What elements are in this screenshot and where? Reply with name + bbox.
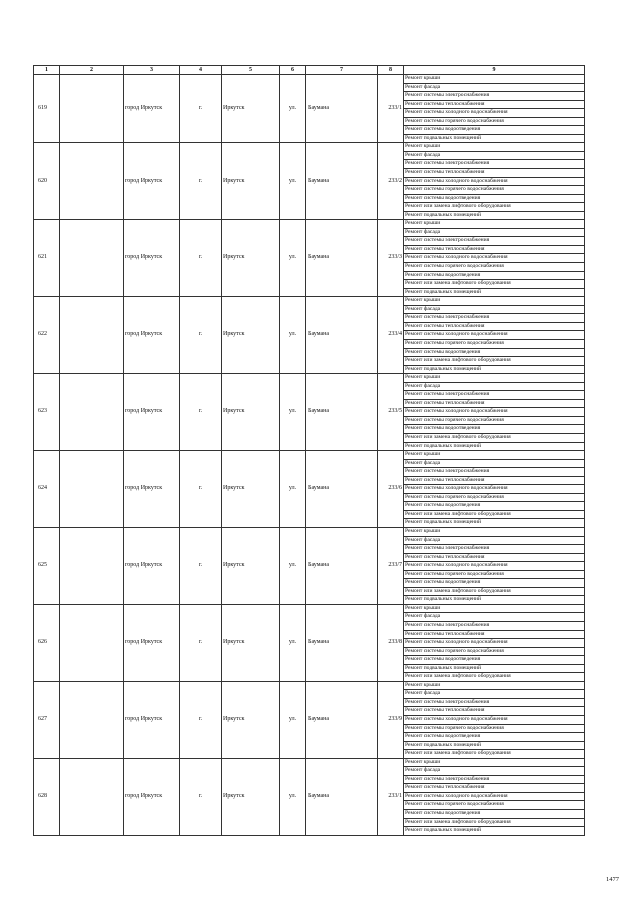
- work-item: Ремонт системы холодного водоснабжения: [404, 331, 585, 340]
- work-item: Ремонт или замена лифтового оборудования: [404, 818, 585, 827]
- row-number: 624: [34, 451, 60, 528]
- settlement-empty: [60, 758, 124, 835]
- col-header-6: 6: [280, 66, 306, 75]
- settlement-name: город Иркутск: [124, 297, 180, 374]
- work-item: Ремонт системы водоотведения: [404, 348, 585, 357]
- work-item: Ремонт системы горячего водоснабжения: [404, 801, 585, 810]
- work-item: Ремонт крыши: [404, 451, 585, 460]
- row-number: 621: [34, 220, 60, 297]
- work-item: Ремонт системы электроснабжения: [404, 698, 585, 707]
- work-item: Ремонт системы горячего водоснабжения: [404, 186, 585, 195]
- col-header-5: 5: [222, 66, 280, 75]
- work-item: Ремонт подвальных помещений: [404, 365, 585, 374]
- work-item: Ремонт системы водоотведения: [404, 194, 585, 203]
- settlement-name: город Иркутск: [124, 75, 180, 143]
- work-item: Ремонт фасада: [404, 690, 585, 699]
- work-item: Ремонт системы теплоснабжения: [404, 322, 585, 331]
- work-item: Ремонт крыши: [404, 374, 585, 383]
- house-number: 233/1: [378, 758, 404, 835]
- work-item: Ремонт фасада: [404, 536, 585, 545]
- header-row: [34, 66, 585, 75]
- settlement-empty: [60, 451, 124, 528]
- work-item: Ремонт системы электроснабжения: [404, 160, 585, 169]
- street-name: Баумана: [306, 75, 378, 143]
- work-item: Ремонт крыши: [404, 681, 585, 690]
- street-type: ул.: [280, 75, 306, 143]
- work-item: Ремонт крыши: [404, 75, 585, 84]
- row-number: 619: [34, 75, 60, 143]
- city-type: г.: [180, 527, 222, 604]
- settlement-name: город Иркутск: [124, 451, 180, 528]
- table-row: [34, 75, 585, 84]
- work-item: Ремонт или замена лифтового оборудования: [404, 357, 585, 366]
- col-header-1: 1: [34, 66, 60, 75]
- work-item: Ремонт системы теплоснабжения: [404, 707, 585, 716]
- work-item: Ремонт системы электроснабжения: [404, 775, 585, 784]
- city-name: Иркутск: [222, 451, 280, 528]
- city-name: Иркутск: [222, 681, 280, 758]
- col-header-3: 3: [124, 66, 180, 75]
- col-header-4: 4: [180, 66, 222, 75]
- city-name: Иркутск: [222, 604, 280, 681]
- settlement-empty: [60, 681, 124, 758]
- work-item: Ремонт подвальных помещений: [404, 596, 585, 605]
- work-item: Ремонт подвальных помещений: [404, 741, 585, 750]
- work-item: Ремонт системы теплоснабжения: [404, 245, 585, 254]
- street-type: ул.: [280, 758, 306, 835]
- work-item: Ремонт подвальных помещений: [404, 519, 585, 528]
- table-row: [34, 374, 585, 383]
- city-type: г.: [180, 75, 222, 143]
- work-item: Ремонт системы холодного водоснабжения: [404, 109, 585, 118]
- row-number: 623: [34, 374, 60, 451]
- street-type: ул.: [280, 220, 306, 297]
- work-item: Ремонт или замена лифтового оборудования: [404, 673, 585, 682]
- work-item: Ремонт подвальных помещений: [404, 442, 585, 451]
- work-item: Ремонт фасада: [404, 382, 585, 391]
- city-type: г.: [180, 681, 222, 758]
- work-item: Ремонт системы электроснабжения: [404, 391, 585, 400]
- work-item: Ремонт или замена лифтового оборудования: [404, 587, 585, 596]
- work-item: Ремонт системы горячего водоснабжения: [404, 647, 585, 656]
- city-name: Иркутск: [222, 527, 280, 604]
- house-number: 233/1: [378, 75, 404, 143]
- work-item: Ремонт крыши: [404, 758, 585, 767]
- city-name: Иркутск: [222, 220, 280, 297]
- settlement-name: город Иркутск: [124, 681, 180, 758]
- work-item: Ремонт системы водоотведения: [404, 579, 585, 588]
- work-item: Ремонт системы горячего водоснабжения: [404, 117, 585, 126]
- city-name: Иркутск: [222, 75, 280, 143]
- work-item: Ремонт системы горячего водоснабжения: [404, 724, 585, 733]
- table-row: [34, 451, 585, 460]
- row-number: 626: [34, 604, 60, 681]
- table-row: [34, 758, 585, 767]
- work-item: Ремонт системы холодного водоснабжения: [404, 485, 585, 494]
- work-item: Ремонт подвальных помещений: [404, 288, 585, 297]
- street-name: Баумана: [306, 604, 378, 681]
- settlement-empty: [60, 604, 124, 681]
- work-item: Ремонт системы холодного водоснабжения: [404, 408, 585, 417]
- work-item: Ремонт крыши: [404, 297, 585, 306]
- row-number: 620: [34, 143, 60, 220]
- city-name: Иркутск: [222, 374, 280, 451]
- work-item: Ремонт крыши: [404, 220, 585, 229]
- row-number: 622: [34, 297, 60, 374]
- city-type: г.: [180, 758, 222, 835]
- street-name: Баумана: [306, 681, 378, 758]
- work-item: Ремонт системы водоотведения: [404, 733, 585, 742]
- work-item: Ремонт или замена лифтового оборудования: [404, 750, 585, 759]
- settlement-empty: [60, 374, 124, 451]
- city-name: Иркутск: [222, 758, 280, 835]
- work-item: Ремонт системы водоотведения: [404, 126, 585, 135]
- work-item: Ремонт подвальных помещений: [404, 211, 585, 220]
- street-name: Баумана: [306, 527, 378, 604]
- house-number: 233/9: [378, 681, 404, 758]
- house-number: 233/3: [378, 220, 404, 297]
- street-name: Баумана: [306, 758, 378, 835]
- city-type: г.: [180, 374, 222, 451]
- street-name: Баумана: [306, 220, 378, 297]
- settlement-name: город Иркутск: [124, 143, 180, 220]
- table-row: [34, 527, 585, 536]
- work-item: Ремонт фасада: [404, 459, 585, 468]
- settlement-empty: [60, 527, 124, 604]
- house-number: 233/4: [378, 297, 404, 374]
- city-type: г.: [180, 604, 222, 681]
- city-type: г.: [180, 297, 222, 374]
- table-row: [34, 681, 585, 690]
- street-name: Баумана: [306, 374, 378, 451]
- work-item: Ремонт системы электроснабжения: [404, 468, 585, 477]
- work-item: Ремонт системы горячего водоснабжения: [404, 263, 585, 272]
- work-item: Ремонт системы холодного водоснабжения: [404, 562, 585, 571]
- street-name: Баумана: [306, 143, 378, 220]
- street-name: Баумана: [306, 297, 378, 374]
- work-item: Ремонт системы электроснабжения: [404, 237, 585, 246]
- street-type: ул.: [280, 297, 306, 374]
- work-item: Ремонт подвальных помещений: [404, 827, 585, 836]
- work-item: Ремонт системы холодного водоснабжения: [404, 177, 585, 186]
- street-type: ул.: [280, 451, 306, 528]
- work-item: Ремонт системы теплоснабжения: [404, 169, 585, 178]
- settlement-empty: [60, 220, 124, 297]
- work-item: Ремонт подвальных помещений: [404, 664, 585, 673]
- street-name: Баумана: [306, 451, 378, 528]
- work-item: Ремонт фасада: [404, 151, 585, 160]
- col-header-8: 8: [378, 66, 404, 75]
- house-number: 233/8: [378, 604, 404, 681]
- street-type: ул.: [280, 527, 306, 604]
- street-type: ул.: [280, 681, 306, 758]
- street-type: ул.: [280, 374, 306, 451]
- work-item: Ремонт фасада: [404, 613, 585, 622]
- settlement-name: город Иркутск: [124, 374, 180, 451]
- house-number: 233/5: [378, 374, 404, 451]
- work-item: Ремонт системы теплоснабжения: [404, 630, 585, 639]
- work-item: Ремонт системы теплоснабжения: [404, 399, 585, 408]
- work-item: Ремонт фасада: [404, 83, 585, 92]
- row-number: 628: [34, 758, 60, 835]
- col-header-7: 7: [306, 66, 378, 75]
- city-type: г.: [180, 220, 222, 297]
- work-item: Ремонт системы теплоснабжения: [404, 784, 585, 793]
- work-item: Ремонт системы холодного водоснабжения: [404, 716, 585, 725]
- work-item: Ремонт системы электроснабжения: [404, 622, 585, 631]
- work-item: Ремонт фасада: [404, 305, 585, 314]
- work-item: Ремонт подвальных помещений: [404, 134, 585, 143]
- street-type: ул.: [280, 143, 306, 220]
- settlement-name: город Иркутск: [124, 527, 180, 604]
- settlement-name: город Иркутск: [124, 758, 180, 835]
- work-item: Ремонт системы водоотведения: [404, 810, 585, 819]
- work-item: Ремонт системы водоотведения: [404, 502, 585, 511]
- col-header-2: 2: [60, 66, 124, 75]
- work-item: Ремонт системы холодного водоснабжения: [404, 254, 585, 263]
- table-row: [34, 604, 585, 613]
- work-item: Ремонт системы водоотведения: [404, 425, 585, 434]
- table-row: [34, 297, 585, 306]
- settlement-empty: [60, 143, 124, 220]
- work-item: Ремонт крыши: [404, 527, 585, 536]
- work-item: Ремонт фасада: [404, 767, 585, 776]
- street-type: ул.: [280, 604, 306, 681]
- house-number: 233/2: [378, 143, 404, 220]
- work-item: Ремонт или замена лифтового оборудования: [404, 510, 585, 519]
- work-item: Ремонт системы теплоснабжения: [404, 553, 585, 562]
- table-row: [34, 143, 585, 152]
- work-item: Ремонт крыши: [404, 604, 585, 613]
- work-item: Ремонт или замена лифтового оборудования: [404, 433, 585, 442]
- col-header-9: 9: [404, 66, 585, 75]
- work-item: Ремонт системы горячего водоснабжения: [404, 416, 585, 425]
- housing-repair-table: [33, 65, 585, 836]
- work-item: Ремонт системы теплоснабжения: [404, 100, 585, 109]
- city-type: г.: [180, 451, 222, 528]
- work-item: Ремонт или замена лифтового оборудования: [404, 280, 585, 289]
- work-item: Ремонт системы электроснабжения: [404, 92, 585, 101]
- settlement-name: город Иркутск: [124, 220, 180, 297]
- work-item: Ремонт или замена лифтового оборудования: [404, 203, 585, 212]
- work-item: Ремонт фасада: [404, 228, 585, 237]
- settlement-empty: [60, 297, 124, 374]
- settlement-empty: [60, 75, 124, 143]
- work-item: Ремонт системы электроснабжения: [404, 545, 585, 554]
- work-item: Ремонт системы теплоснабжения: [404, 476, 585, 485]
- work-item: Ремонт системы горячего водоснабжения: [404, 339, 585, 348]
- table-row: [34, 220, 585, 229]
- house-number: 233/7: [378, 527, 404, 604]
- work-item: Ремонт системы горячего водоснабжения: [404, 493, 585, 502]
- work-item: Ремонт крыши: [404, 143, 585, 152]
- work-item: Ремонт системы водоотведения: [404, 271, 585, 280]
- house-number: 233/6: [378, 451, 404, 528]
- row-number: 625: [34, 527, 60, 604]
- work-item: Ремонт системы холодного водоснабжения: [404, 792, 585, 801]
- work-item: Ремонт системы горячего водоснабжения: [404, 570, 585, 579]
- city-name: Иркутск: [222, 143, 280, 220]
- row-number: 627: [34, 681, 60, 758]
- page-number: 1477: [606, 876, 619, 883]
- city-type: г.: [180, 143, 222, 220]
- settlement-name: город Иркутск: [124, 604, 180, 681]
- work-item: Ремонт системы холодного водоснабжения: [404, 639, 585, 648]
- table-body: [34, 75, 585, 836]
- city-name: Иркутск: [222, 297, 280, 374]
- work-item: Ремонт системы водоотведения: [404, 656, 585, 665]
- work-item: Ремонт системы электроснабжения: [404, 314, 585, 323]
